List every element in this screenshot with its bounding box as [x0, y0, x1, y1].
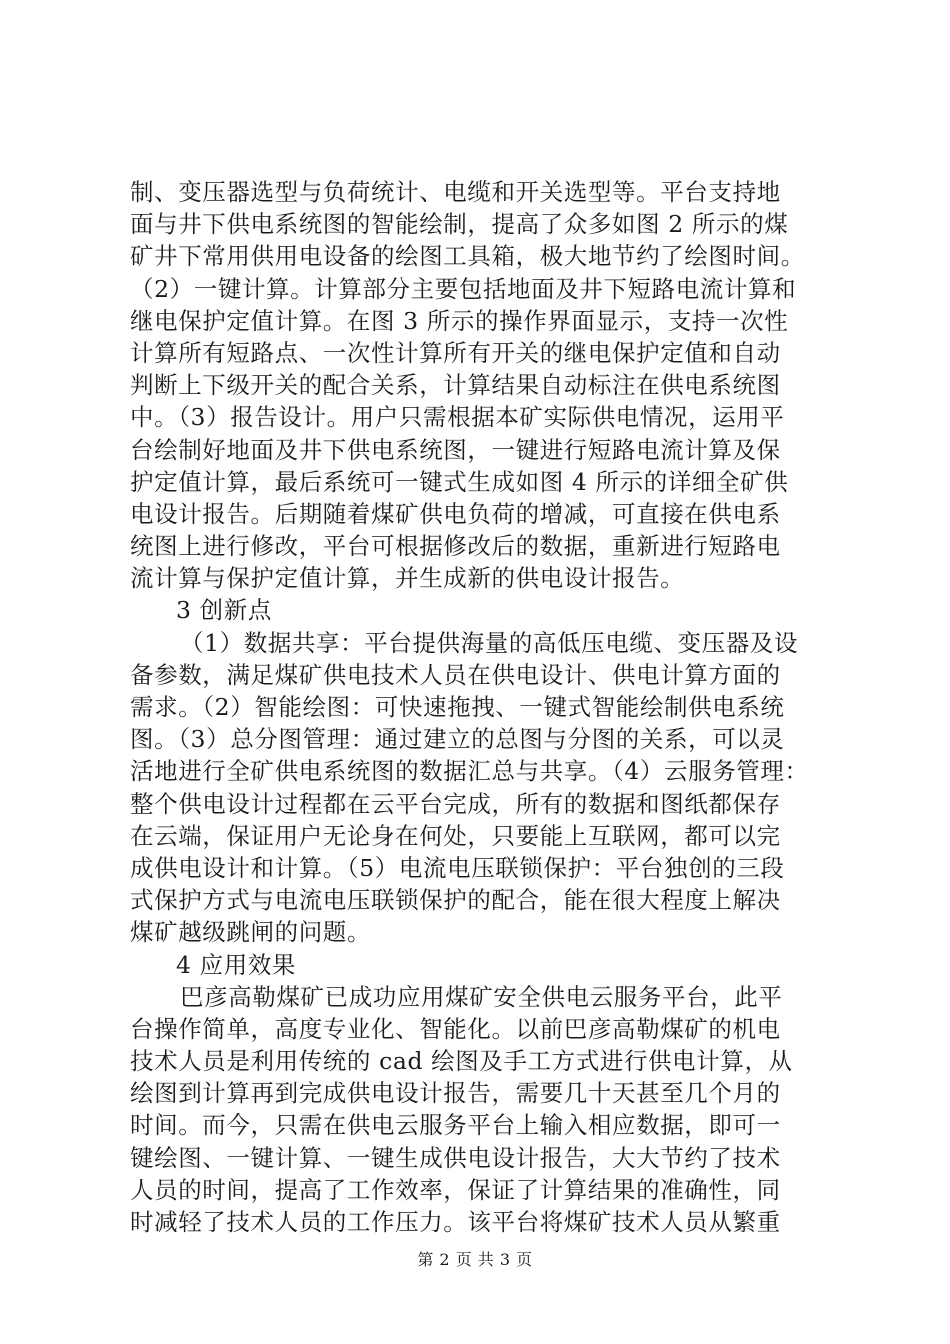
- section-heading-application: 4 应用效果: [176, 950, 297, 979]
- text-line: 整个供电设计过程都在云平台完成，所有的数据和图纸都保存: [130, 789, 781, 818]
- text-line: 需求。（2）智能绘图：可快速拖拽、一键式智能绘制供电系统: [130, 693, 785, 721]
- text-line: （1）数据共享：平台提供海量的高低压电缆、变压器及设: [180, 628, 799, 657]
- document-body: [130, 176, 842, 1238]
- text-line: 时减轻了技术人员的工作压力。该平台将煤矿技术人员从繁重: [130, 1208, 781, 1236]
- text-line: 台操作简单，高度专业化、智能化。以前巴彦高勒煤矿的机电: [130, 1014, 781, 1043]
- text-line: 活地进行全矿供电系统图的数据汇总与共享。（4）云服务管理：: [130, 757, 809, 786]
- text-line: 巴彦高勒煤矿已成功应用煤矿安全供电云服务平台，此平: [180, 982, 783, 1011]
- text-line: 流计算与保护定值计算，并生成新的供电设计报告。: [130, 564, 685, 593]
- text-line: 时间。而今，只需在供电云服务平台上输入相应数据，即可一: [130, 1111, 781, 1140]
- section-heading-innovation: 3 创新点: [176, 596, 272, 625]
- text-line: 电设计报告。后期随着煤矿供电负荷的增减，可直接在供电系: [130, 499, 781, 528]
- text-line: 在云端，保证用户无论身在何处，只要能上互联网，都可以完: [130, 821, 781, 850]
- text-line: 绘图到计算再到完成供电设计报告，需要几十天甚至几个月的: [130, 1079, 781, 1108]
- text-line: 继电保护定值计算。在图 3 所示的操作界面显示，支持一次性: [130, 306, 789, 335]
- text-line: 图。（3）总分图管理：通过建立的总图与分图的关系，可以灵: [130, 725, 785, 754]
- text-line: 台绘制好地面及井下供电系统图，一键进行短路电流计算及保: [130, 435, 781, 464]
- text-line: 判断上下级开关的配合关系，计算结果自动标注在供电系统图: [130, 371, 781, 400]
- text-line: 护定值计算，最后系统可一键式生成如图 4 所示的详细全矿供: [130, 467, 789, 496]
- text-line: 计算所有短路点、一次性计算所有开关的继电保护定值和自动: [130, 338, 781, 367]
- text-line: 面与井下供电系统图的智能绘制，提高了众多如图 2 所示的煤: [130, 210, 789, 239]
- text-line: 技术人员是利用传统的 cad 绘图及手工方式进行供电计算，从: [130, 1047, 793, 1076]
- text-line: 矿井下常用供用电设备的绘图工具箱，极大地节约了绘图时间。: [130, 242, 805, 271]
- text-line: 制、变压器选型与负荷统计、电缆和开关选型等。平台支持地: [130, 178, 781, 206]
- text-line: （2）一键计算。计算部分主要包括地面及井下短路电流计算和: [130, 274, 797, 303]
- text-line: 中。（3）报告设计。用户只需根据本矿实际供电情况，运用平: [130, 403, 785, 432]
- text-line: 人员的时间，提高了工作效率，保证了计算结果的准确性，同: [130, 1175, 781, 1204]
- text-line: 备参数，满足煤矿供电技术人员在供电设计、供电计算方面的: [130, 660, 781, 689]
- text-line: 键绘图、一键计算、一键生成供电设计报告，大大节约了技术: [130, 1143, 781, 1172]
- page-footer: 第 2 页 共 3 页: [417, 1250, 533, 1269]
- text-line: 煤矿越级跳闸的问题。: [130, 918, 371, 947]
- text-line: 统图上进行修改，平台可根据修改后的数据，重新进行短路电: [130, 532, 781, 561]
- text-line: 式保护方式与电流电压联锁保护的配合，能在很大程度上解决: [130, 886, 781, 915]
- text-line: 成供电设计和计算。（5）电流电压联锁保护：平台独创的三段: [130, 853, 785, 882]
